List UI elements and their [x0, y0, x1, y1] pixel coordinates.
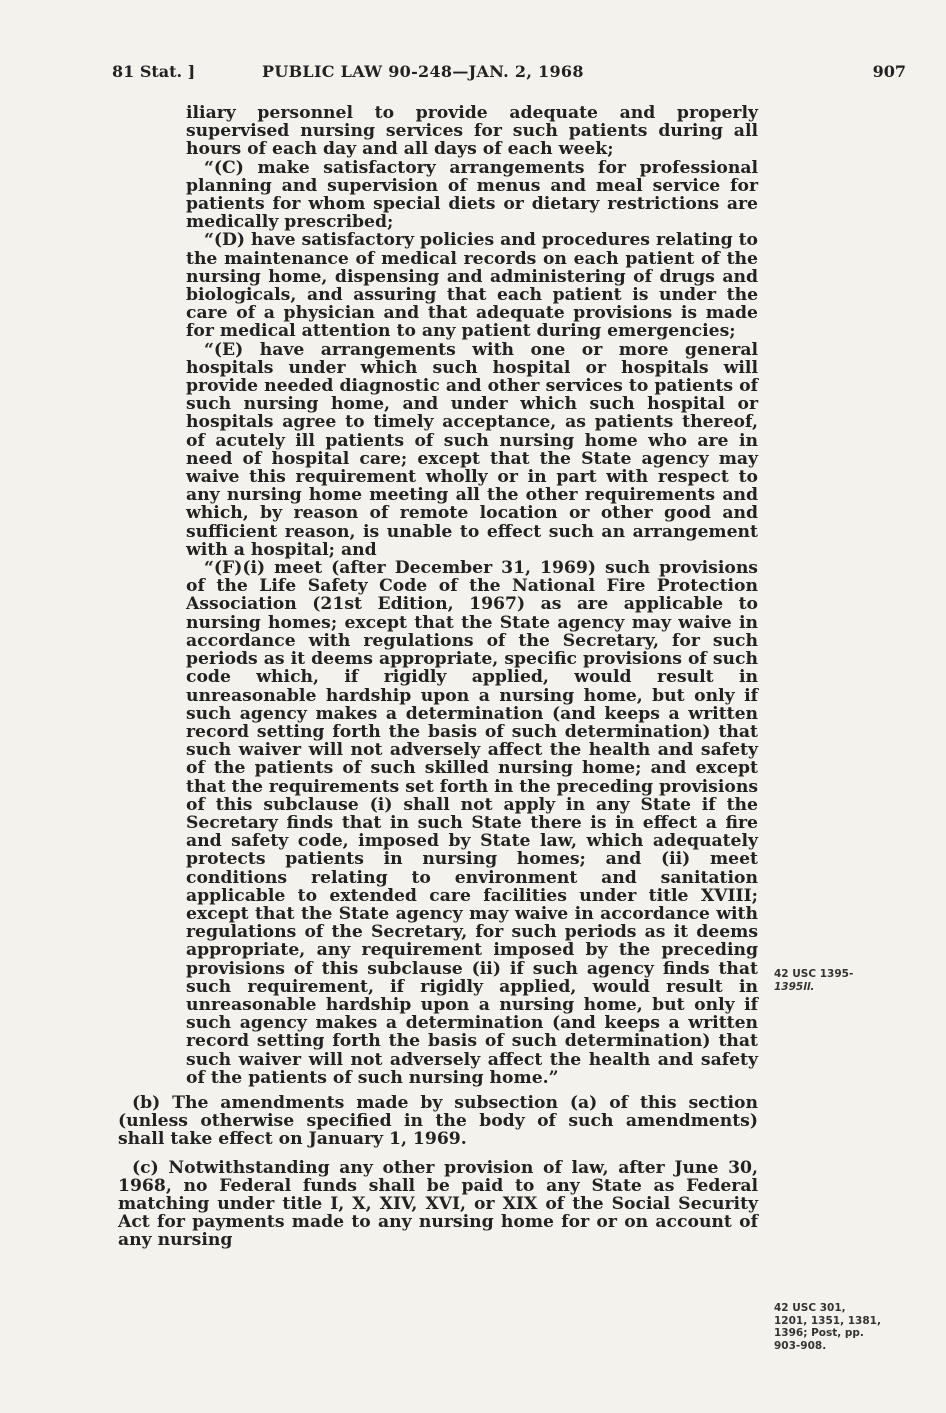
- law-title: PUBLIC LAW 90-248—JAN. 2, 1968: [262, 62, 584, 81]
- paragraph-continuation: iliary personnel to provide adequate and properly supervised nursing services for such patients during all hours of each day and all days of each week;: [186, 103, 758, 160]
- margin-citation-line: 1396; Post, pp.: [774, 1327, 864, 1339]
- margin-citation-line: 42 USC 301,: [774, 1302, 846, 1314]
- subsection-b: (b) The amendments made by subsection (a) of this section (unless otherwise specified in the body of such amendments) shall take effect on January 1, 1969.: [118, 1092, 758, 1150]
- statute-reference: 81 Stat. ]: [112, 62, 196, 81]
- paragraph-e-clause: “(E) have arrangements with one or more general hospitals under which such hospital or hospitals will provide needed diagnostic and other services to patients of such nursing home, and under which such hospital or hospitals agree to timely acceptance, as patients thereof, of acutely ill patients of such nursing home who are in need of hospital care; except that the State agency may waive this requirement wholly or in part with respect to any nursing home meeting all the other requirements and which, by reason of remote location or other good and sufficient reason, is unable to effect such an arrangement with a hospital; and: [186, 339, 758, 560]
- paragraph-f-clause: “(F)(i) meet (after December 31, 1969) such provisions of the Life Safety Code of the National Fire Protection Association (21st Edition, 1967) as are applicable to nursing homes; except that the State agency may waive in accordance with regulations of the Secretary, for such periods as it deems appropriate, specific provisions of such code which, if rigidly applied, would result in unreasonable hardship upon a nursing home, but only if such agency makes a determination (and keeps a written record setting forth the basis of such determination) that such waiver will not adversely affect the health and safety of the patients of such skilled nursing home; and except that the requirements set forth in the preceding provisions of this subclause (i) shall not apply in any State if the Secretary finds that in such State there is in effect a fire and safety code, imposed by State law, which adequately protects patients in nursing homes; and (ii) meet conditions relating to environment and sanitation applicable to extended care facilities under title XVIII; except that the State agency may waive in accordance with regulations of the Secretary, for such periods as it deems appropriate, any requirement imposed by the preceding provisions of this subclause (ii) if such agency finds that such requirement, if rigidly applied, would result in unreasonable hardship upon a nursing home, but only if such agency makes a determination (and keeps a written record setting forth the basis of such determination) that such waiver will not adversely affect the health and safety of the patients of such nursing home.”: [186, 558, 758, 1088]
- margin-citation-line: 42 USC 1395-: [774, 968, 854, 980]
- margin-citation-line: 903-908.: [774, 1339, 827, 1352]
- margin-citation-1: [774, 968, 914, 993]
- margin-citation-line: 1201, 1351, 1381,: [774, 1314, 881, 1327]
- paragraph-c-clause: “(C) make satisfactory arrangements for professional planning and supervision of menus and meal service for patients for whom special diets or dietary restrictions are medically prescribed;: [186, 157, 758, 233]
- body-text: [118, 104, 758, 1250]
- page-number: 907: [872, 62, 906, 81]
- subsection-c: (c) Notwithstanding any other provision of law, after June 30, 1968, no Federal funds shall be paid to any State as Federal matching under title I, X, XIV, XVI, or XIX of the Social Security Act for payments made to any nursing home for or on account of any nursing: [118, 1157, 758, 1251]
- margin-citation-2: [774, 1302, 924, 1352]
- margin-citation-line: 1395ll.: [774, 980, 815, 993]
- running-header: [112, 58, 906, 86]
- paragraph-d-clause: “(D) have satisfactory policies and procedures relating to the maintenance of medical records on each patient of the nursing home, dispensing and administering of drugs and biologicals, and assuring that each patient is under the care of a physician and that adequate provisions is made for medical attention to any patient during emergencies;: [186, 230, 758, 342]
